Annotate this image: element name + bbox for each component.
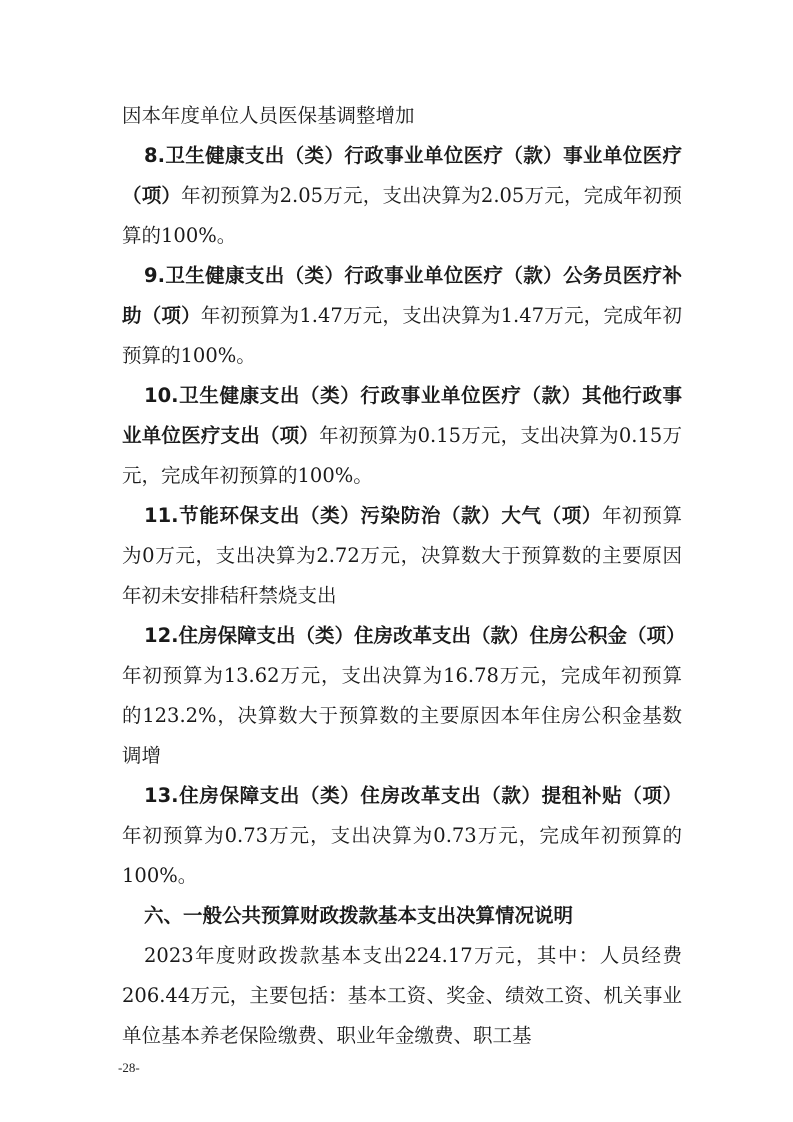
paragraph-item-11 — [122, 496, 682, 616]
paragraph-text: 因本年度单位人员医保基调整增加 — [122, 104, 415, 127]
paragraph-item-13 — [122, 776, 682, 896]
item-heading: 9.卫生健康支出（类）行政事业单位医疗（款）公务员医疗补助（项） — [122, 264, 682, 327]
paragraph-text: 2023年度财政拨款基本支出224.17万元，其中：人员经费206.44万元，主要包括：基本工资、奖金、绩效工资、机关事业单位基本养老保险缴费、职业年金缴费、职工基 — [122, 944, 682, 1047]
document-body — [122, 96, 686, 1056]
paragraph-basic-expenditure — [122, 936, 682, 1056]
section-title: 六、一般公共预算财政拨款基本支出决算情况说明 — [144, 904, 574, 927]
item-heading: 10.卫生健康支出（类）行政事业单位医疗（款）其他行政事业单位医疗支出（项） — [122, 384, 682, 447]
item-heading: 8.卫生健康支出（类）行政事业单位医疗（款）事业单位医疗（项） — [122, 144, 682, 207]
item-heading: 13.住房保障支出（类）住房改革支出（款）提租补贴（项） — [144, 784, 682, 807]
paragraph-text: 年初预算为2.05万元，支出决算为2.05万元，完成年初预算的100%。 — [122, 184, 682, 247]
section-heading — [122, 896, 682, 936]
paragraph-text: 年初预算为0万元，支出决算为2.72万元，决算数大于预算数的主要原因年初未安排秸秆禁烧支出 — [122, 504, 682, 607]
paragraph-continuation — [122, 96, 682, 136]
paragraph-text: 年初预算为13.62万元，支出决算为16.78万元，完成年初预算的123.2%，决算数大于预算数的主要原因本年住房公积金基数调增 — [122, 664, 682, 767]
page-number: -28- — [118, 1060, 140, 1075]
paragraph-text: 年初预算为0.73万元，支出决算为0.73万元，完成年初预算的100%。 — [122, 824, 682, 887]
paragraph-item-8 — [122, 136, 682, 256]
item-heading: 12.住房保障支出（类）住房改革支出（款）住房公积金（项） — [144, 624, 686, 647]
paragraph-text: 年初预算为0.15万元，支出决算为0.15万元，完成年初预算的100%。 — [122, 424, 682, 487]
item-heading: 11.节能环保支出（类）污染防治（款）大气（项） — [144, 504, 603, 527]
paragraph-item-12 — [122, 616, 686, 776]
paragraph-item-10 — [122, 376, 682, 496]
paragraph-text: 年初预算为1.47万元，支出决算为1.47万元，完成年初预算的100%。 — [122, 304, 682, 367]
paragraph-item-9 — [122, 256, 682, 376]
